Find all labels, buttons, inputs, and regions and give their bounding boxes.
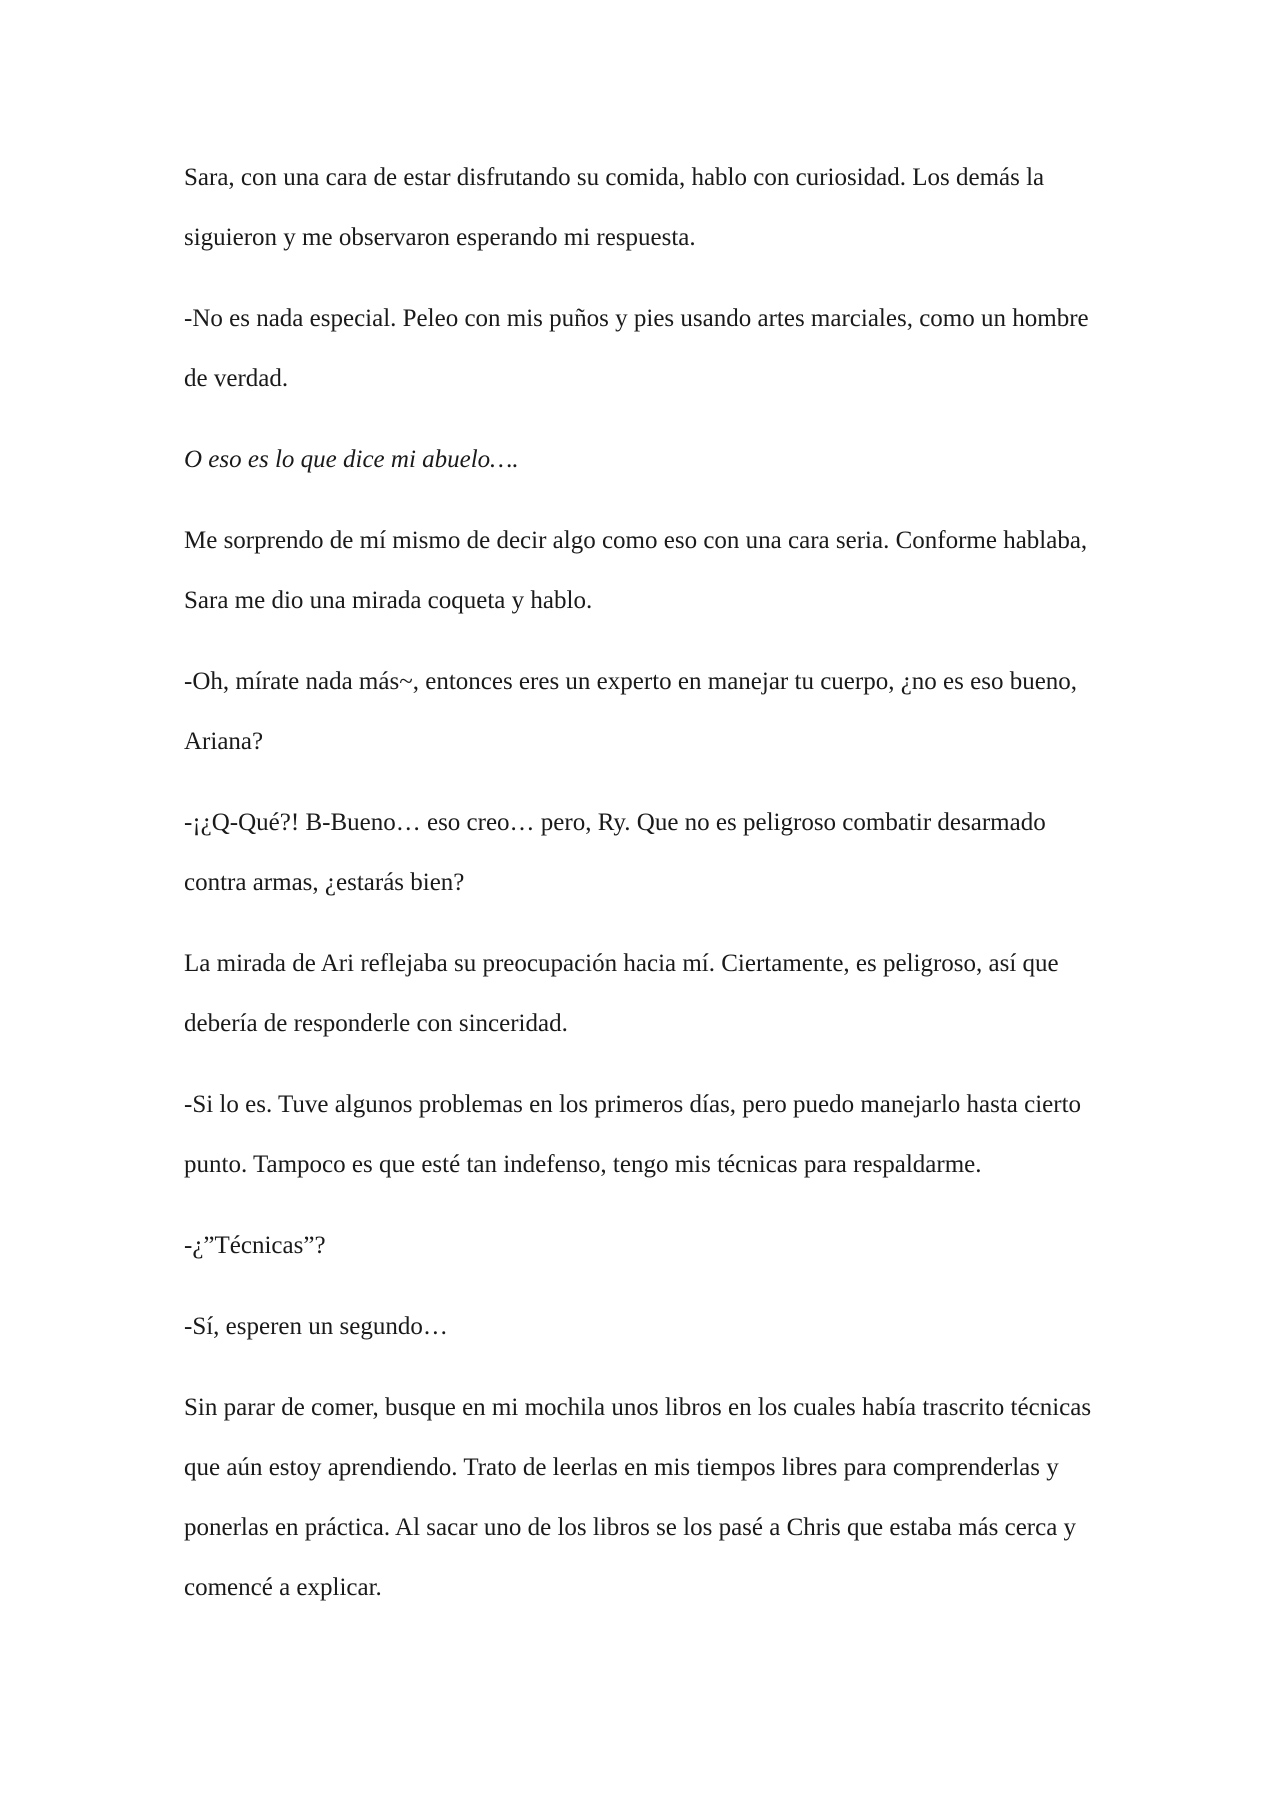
paragraph: -Sí, esperen un segundo… xyxy=(184,1313,448,1340)
paragraph-italic-thought: O eso es lo que dice mi abuelo…. xyxy=(184,446,519,473)
paragraph: -Oh, mírate nada más~, entonces eres un experto en manejar tu cuerpo, ¿no es eso bueno, Ariana? xyxy=(184,668,1078,755)
paragraph: -¿”Técnicas”? xyxy=(184,1232,326,1259)
paragraph: La mirada de Ari reflejaba su preocupación hacia mí. Ciertamente, es peligroso, así que debería de responderle con sinceridad. xyxy=(184,950,1059,1037)
paragraph: -Si lo es. Tuve algunos problemas en los primeros días, pero puedo manejarlo hasta cierto punto. Tampoco es que esté tan indefenso, tengo mis técnicas para respaldarme. xyxy=(184,1091,1082,1178)
paragraph: -No es nada especial. Peleo con mis puños y pies usando artes marciales, como un hombre de verdad. xyxy=(184,305,1089,392)
paragraph: -¡¿Q-Qué?! B-Bueno… eso creo… pero, Ry. Que no es peligroso combatir desarmado contra armas, ¿estarás bien? xyxy=(184,809,1046,896)
document-body xyxy=(184,148,1104,1639)
paragraph: Me sorprendo de mí mismo de decir algo como eso con una cara seria. Conforme hablaba, Sara me dio una mirada coqueta y hablo. xyxy=(184,527,1088,614)
paragraph: Sin parar de comer, busque en mi mochila unos libros en los cuales había trascrito técnicas que aún estoy aprendiendo. Trato de leerlas en mis tiempos libres para comprenderlas y ponerlas en práctica. Al sacar uno de los libros se los pasé a Chris que estaba más cerca y comencé a explicar. xyxy=(184,1394,1092,1601)
paragraph: Sara, con una cara de estar disfrutando su comida, hablo con curiosidad. Los demás la siguieron y me observaron esperando mi respuesta. xyxy=(184,164,1045,251)
